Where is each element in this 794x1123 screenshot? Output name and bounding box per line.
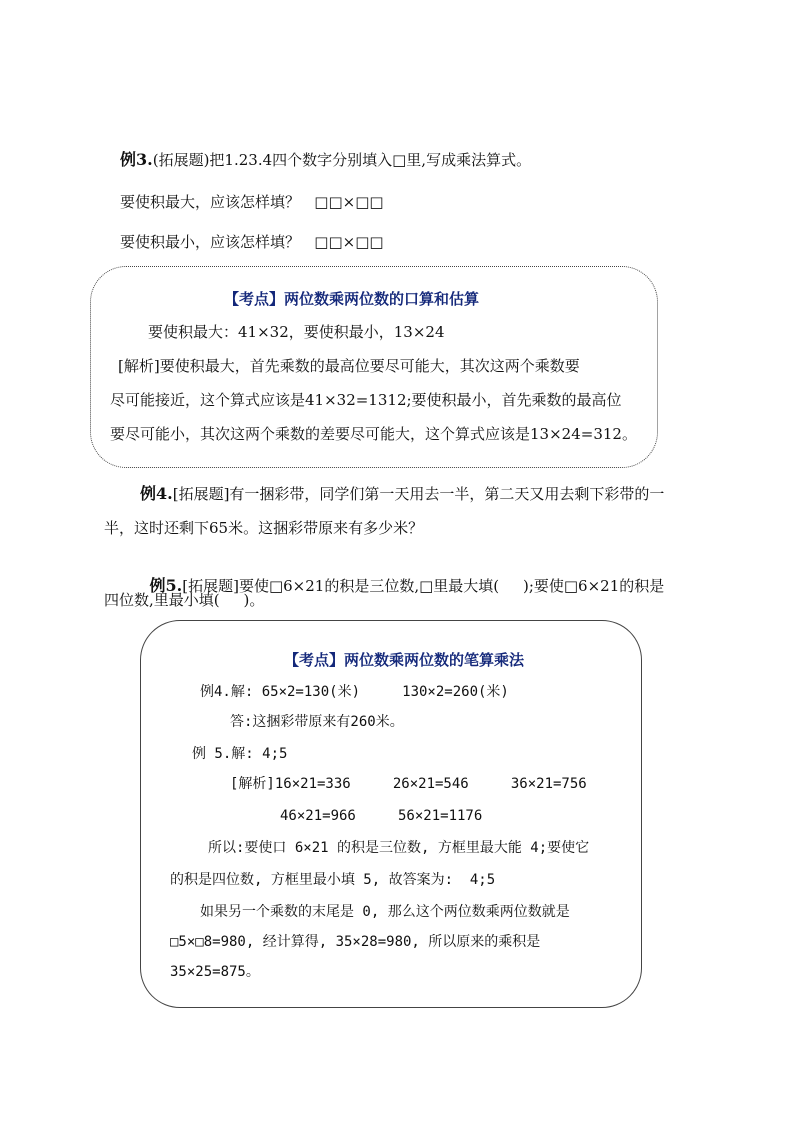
ex3-question-min: 要使积最小，应该怎样填？ □□×□□ (120, 233, 384, 251)
box2-line-2: 答:这捆彩带原来有260米。 (230, 714, 404, 730)
ex3-question-max: 要使积最大，应该怎样填？ □□×□□ (120, 193, 384, 211)
box2-line-6: 所以:要使口 6×21 的积是三位数, 方框里最大能 4;要使它 (208, 840, 590, 856)
ex4-line-2: 半，这时还剩下65米。这捆彩带原来有多少米？ (104, 519, 424, 537)
ex5-line-2: 四位数,里最小填( )。 (104, 591, 265, 609)
ex4-number: 例4. (140, 484, 173, 503)
box2-heading: 【考点】两位数乘两位数的笔算乘法 (284, 651, 525, 669)
box2-line-1: 例4.解: 65×2=130(米) 130×2=260(米) (200, 684, 509, 700)
ex5-text: [拓展题]要使□6×21的积是三位数,□里最大填( );要使□6×21的积是 (182, 577, 665, 595)
box1-analysis-line-3: 要尽可能小，其次这两个乘数的差要尽可能大，这个算式应该是13×24=312。 (110, 425, 637, 443)
box1-analysis-line-2: 尽可能接近，这个算式应该是41×32=1312;要使积最小，首先乘数的最高位 (110, 391, 622, 409)
ex5-number: 例5. (149, 576, 183, 595)
box1-answer: 要使积最大：41×32，要使积最小，13×24 (148, 323, 445, 341)
box2-line-7: 的积是四位数, 方框里最小填 5, 故答案为: 4;5 (170, 872, 496, 888)
ex3-number: 例3. (120, 150, 153, 169)
ex4-line-1 (140, 484, 664, 504)
ex3-title (120, 150, 531, 170)
ex4-text: [拓展题]有一捆彩带，同学们第一天用去一半，第二天又用去剩下彩带的一 (172, 485, 665, 503)
box2-line-4: [解析]16×21=336 26×21=546 36×21=756 (230, 776, 587, 792)
box2-line-8: 如果另一个乘数的末尾是 0, 那么这个两位数乘两位数就是 (200, 904, 570, 920)
box2-line-5: 46×21=966 56×21=1176 (280, 808, 483, 824)
box2-line-9: □5×□8=980, 经计算得, 35×28=980, 所以原来的乘积是 (170, 934, 541, 950)
ex3-title-text: (拓展题)把1.23.4四个数字分别填入□里,写成乘法算式。 (152, 151, 532, 169)
box1-analysis-line-1: [解析]要使积最大，首先乘数的最高位要尽可能大，其次这两个乘数要 (118, 357, 580, 375)
box1-heading: 【考点】两位数乘两位数的口算和估算 (224, 290, 480, 308)
box2-line-3: 例 5.解: 4;5 (192, 746, 288, 762)
box2-line-10: 35×25=875。 (170, 964, 260, 980)
